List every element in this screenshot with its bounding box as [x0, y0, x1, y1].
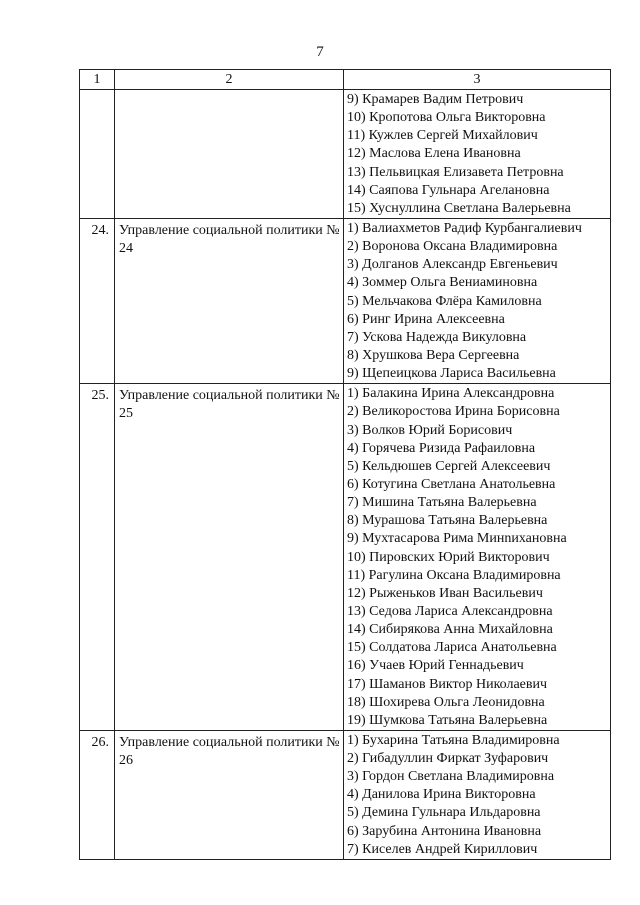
member-name: 6) Зарубина Антонина Ивановна: [347, 823, 542, 839]
member-name: 15) Хуснуллина Светлана Валерьевна: [347, 200, 571, 216]
member-name: 7) Мишина Татьяна Валерьевна: [347, 495, 537, 511]
member-name: 2) Воронова Оксана Владимировна: [347, 239, 558, 255]
member-name: 14) Саяпова Гульнара Агелановна: [347, 182, 550, 198]
page-number: 7: [316, 44, 324, 60]
department-name: Управление социальной политики № 26: [115, 730, 344, 859]
member-name: 8) Хрушкова Вера Сергеевна: [347, 347, 520, 363]
member-name: 13) Седова Лариса Александровна: [347, 603, 553, 619]
member-name: 4) Горячева Ризида Рафаиловна: [347, 440, 536, 456]
member-name: 19) Шумкова Татьяна Валерьевна: [347, 712, 548, 728]
table-row: [80, 90, 611, 219]
member-name: 6) Котугина Светлана Анатольевна: [347, 476, 556, 492]
member-list: [344, 90, 611, 219]
member-name: 6) Ринг Ирина Алексеевна: [347, 311, 505, 327]
member-name: 11) Рагулина Оксана Владимировна: [347, 567, 561, 583]
member-name: 8) Мурашова Татьяна Валерьевна: [347, 513, 548, 529]
row-number: [80, 90, 115, 219]
member-name: 1) Бухарина Татьяна Владимировна: [347, 732, 560, 748]
row-number: 24.: [80, 218, 115, 383]
member-name: 13) Пельвицкая Елизавета Петровна: [347, 164, 564, 180]
member-list: [344, 218, 611, 383]
member-list: [344, 384, 611, 731]
member-name: 10) Пировских Юрий Викторович: [347, 549, 550, 565]
member-name: 1) Балакина Ирина Александровна: [347, 386, 555, 402]
member-name: 12) Маслова Елена Ивановна: [347, 146, 521, 162]
member-name: 3) Долганов Александр Евгеньевич: [347, 257, 558, 273]
header-col-1: 1: [80, 70, 115, 90]
member-name: 7) Киселев Андрей Кириллович: [347, 841, 538, 857]
member-name: 3) Гордон Светлана Владимировна: [347, 769, 555, 785]
member-name: 17) Шаманов Виктор Николаевич: [347, 676, 548, 692]
member-name: 10) Кропотова Ольга Викторовна: [347, 110, 546, 126]
member-name: 1) Валиахметов Радиф Курбангалиевич: [347, 220, 582, 236]
department-name: Управление социальной политики № 24: [115, 218, 344, 383]
member-name: 4) Зоммер Ольга Вениаминовна: [347, 275, 538, 291]
member-name: 9) Щепеицкова Лариса Васильевна: [347, 366, 556, 382]
member-name: 2) Великоростова Ирина Борисовна: [347, 404, 560, 420]
department-name: [115, 90, 344, 219]
member-name: 15) Солдатова Лариса Анатольевна: [347, 640, 557, 656]
row-number: 25.: [80, 384, 115, 731]
row-number: 26.: [80, 730, 115, 859]
member-name: 5) Мельчакова Флёра Камиловна: [347, 293, 542, 309]
table-row: [80, 384, 611, 731]
member-name: 12) Рыженьков Иван Васильевич: [347, 585, 543, 601]
table-row: [80, 730, 611, 859]
member-name: 7) Ускова Надежда Викуловна: [347, 329, 527, 345]
member-list: [344, 730, 611, 859]
members-table: [79, 69, 611, 860]
table-row: [80, 218, 611, 383]
member-name: 4) Данилова Ирина Викторовна: [347, 787, 536, 803]
member-name: 5) Кельдюшев Сергей Алексеевич: [347, 458, 551, 474]
member-name: 14) Сибирякова Анна Михайловна: [347, 622, 553, 638]
member-name: 5) Демина Гульнара Ильдаровна: [347, 805, 541, 821]
header-col-2: 2: [115, 70, 344, 90]
member-name: 3) Волков Юрий Борисович: [347, 422, 513, 438]
header-col-3: 3: [344, 70, 611, 90]
member-name: 18) Шохирева Ольга Леонидовна: [347, 694, 545, 710]
table-header-row: [80, 70, 611, 90]
member-name: 16) Учаев Юрий Геннадьевич: [347, 658, 524, 674]
member-name: 9) Крамарев Вадим Петрович: [347, 92, 524, 107]
member-name: 9) Мухтасарова Рима Минnихановна: [347, 531, 567, 547]
member-name: 2) Гибадуллин Фиркат Зуфарович: [347, 751, 549, 767]
department-name: Управление социальной политики № 25: [115, 384, 344, 731]
member-name: 11) Кужлев Сергей Михайлович: [347, 128, 538, 144]
